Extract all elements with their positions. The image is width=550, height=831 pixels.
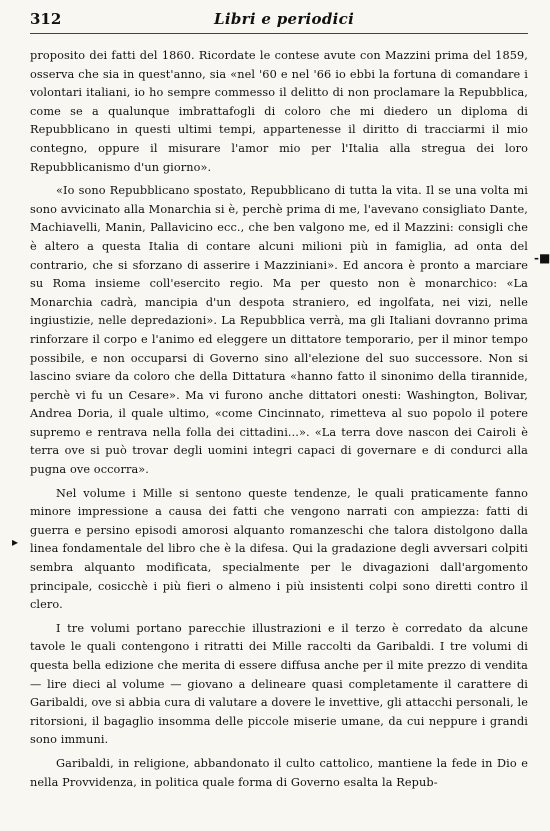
paragraph-1: proposito dei fatti del 1860. Ricordate le contese avute con Mazzini prima del 1859, osserva che sia in quest'anno, sia «nel '60 e nel '66 io ebbi la fortuna di comandare i volontari italiani, io ho sempre commesso il delitto di non proclamare la Repubblica, come se a qualunque imbrattafogli di coloro che mi diedero un diploma di Repubblicano in questi ultimi tempi, appartenesse il diritto di tracciarmi il mio contegno, oppure il misurare l'amor mio per l'Italia alla stregua dei loro Repubblicanismo d'un giorno». [30,49,528,174]
page-number: 312 [30,10,62,28]
body-text [30,47,528,797]
running-title: Libri e periodici [214,10,355,28]
paragraph-3: Nel volume i Mille si sentono queste tendenze, le quali praticamente fanno minore impressione a causa dei fatti che vengono narrati con ampiezza: fatti di guerra e persino episodi amorosi alquanto romanzeschi che talora distolgono dalla linea fondamentale del libro che è la difesa. Qui la gradazione degli avversari colpiti sembra alquanto modificata, specialmente per le divagazioni dall'argomento principale, cosicchè i più fieri o almeno i più insistenti colpi sono diretti contro il clero. [30,486,528,612]
paragraph-2: «Io sono Repubblicano spostato, Repubblicano di tutta la vita. Il se una volta mi sono avvicinato alla Monarchia si è, perchè prima di me, l'avevano consigliato Dante, Machiavelli, Manin, Pallavicino ecc., che ben valgono me, ed il Mazzini: consigli che è altero a questa Italia di contare alcuni milioni più in famiglia, ad onta del contrario, che si sforzano di asserire i Mazziniani». Ed ancora è pronto a marciare su Roma insieme coll'esercito regio. Ma per questo non è monarchico: «La Monarchia cadrà, mancipia d'un despota straniero, ed ingolfata, nei vizi, nelle ingiustizie, nelle depredazioni». La Repubblica verrà, ma gli Italiani dovranno prima rinforzare il corpo e l'animo ed eleggere un dittatore temporario, per il minor tempo possibile, e non occuparsi di Governo sino all'elezione del suo successore. Non si lascino sviare da coloro che della Dittatura «hanno fatto il sinonimo della tirannide, perchè vi fu un Cesare». Ma vi furono anche dittatori onesti: Washington, Bolivar, Andrea Doria, il quale ultimo, «come Cincinnato, rimetteva al suo popolo il potere supremo e rentrava nella folla dei cittadini...». «La terra dove nascon dei Cairoli è terra ove si può trovar degli uomini integri capaci di governare e di condurci alla pugna ove occorra». [30,184,528,477]
page-header [30,10,528,32]
paragraph-5: Garibaldi, in religione, abbandonato il culto cattolico, mantiene la fede in Dio e nella Provvidenza, in politica quale forma di Governo esalta la Repub- [30,756,528,789]
paragraph-4: I tre volumi portano parecchie illustrazioni e il terzo è corredato da alcune tavole le quali contengono i ritratti dei Mille raccolti da Garibaldi. I tre volumi di questa bella edizione che merita di essere diffusa anche per il mite prezzo di vendita — lire dieci al volume — giovano a delineare quasi completamente il carattere di Garibaldi, ove si abbia cura di valutare a dovere le invettive, gli attacchi personali, le ritorsioni, il bagaglio insomma delle piccole miserie umane, da cui neppure i grandi sono immuni. [30,621,528,747]
margin-mark-left: ▸ [12,535,19,549]
margin-mark-right: -■ [534,251,550,265]
header-rule [30,33,528,34]
